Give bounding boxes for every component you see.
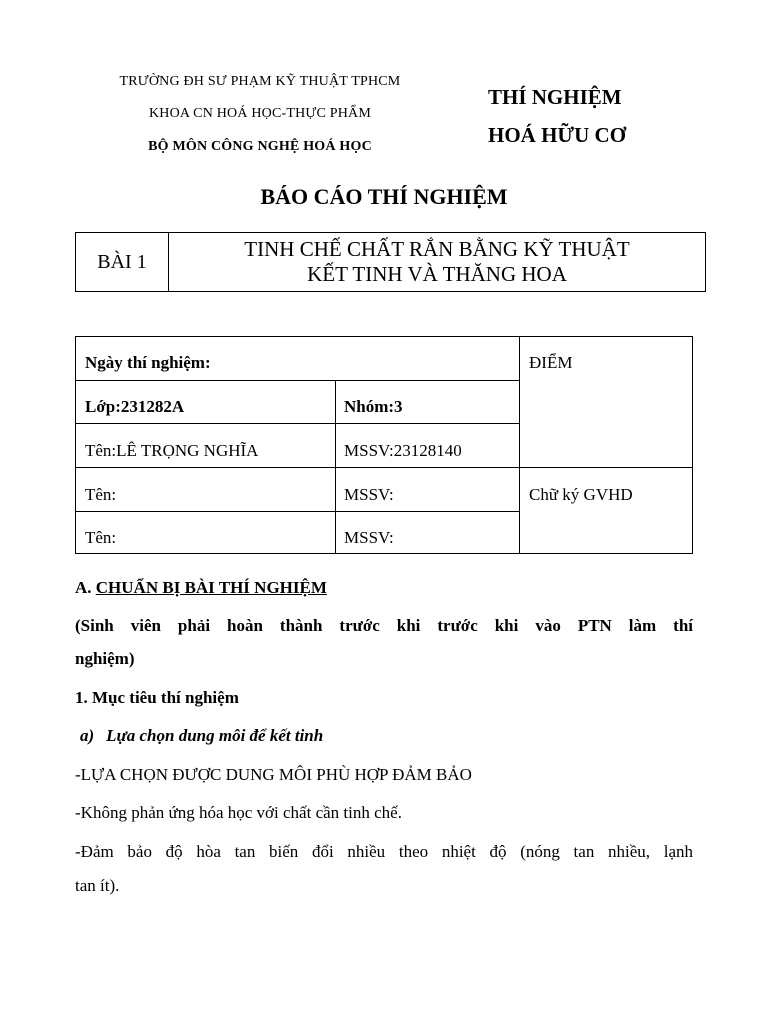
faculty-name: KHOA CN HOÁ HỌC-THỰC PHẨM [149,106,371,121]
department-name: BỘ MÔN CÔNG NGHỆ HOÁ HỌC [148,139,372,154]
info-table [75,336,693,554]
sub-a-marker: a) [80,726,95,745]
student-id-2: MSSV: [344,485,394,504]
section-a-title: CHUẨN BỊ BÀI THÍ NGHIỆM [95,578,327,597]
subject-line1: THÍ NGHIỆM [488,85,622,109]
objective-sub-a [80,722,698,750]
report-title: BÁO CÁO THÍ NGHIỆM [260,184,508,209]
objective-line2: -Không phản ứng hóa học với chất cần tinh chế. [75,803,402,822]
sub-a-title: Lựa chọn dung môi để kết tinh [106,726,324,745]
score-label: ĐIỂM [529,353,573,372]
student-name-2: Tên: [85,485,117,504]
student-id-1: MSSV:23128140 [344,441,462,460]
objective-line3b: tan ít). [75,876,120,895]
section-a-prefix: A. [75,578,96,597]
lesson-number: BÀI 1 [76,233,169,291]
school-name: TRƯỜNG ĐH SƯ PHẠM KỸ THUẬT TPHCM [119,74,401,89]
table-rule [335,380,336,553]
table-rule [519,337,520,553]
table-rule [76,467,692,468]
class-label: Lớp:231282A [85,397,185,416]
experiment-date-label: Ngày thí nghiệm: [85,353,211,372]
student-id-3: MSSV: [344,528,394,547]
lesson-title-line2: KẾT TINH VÀ THĂNG HOA [307,262,567,286]
subject-line2: HOÁ HỮU CƠ [488,123,627,147]
objective-line1: -LỰA CHỌN ĐƯỢC DUNG MÔI PHÙ HỢP ĐẢM BẢO [75,765,472,784]
table-rule [76,511,519,512]
section-a-note-line2: nghiệm) [75,649,135,668]
objective-line3a: -Đảm bảo độ hòa tan biến đổi nhiều theo nhiệt độ (nóng tan nhiều, lạnh [75,842,693,861]
lesson-table [75,232,706,292]
student-name-1: Tên:LÊ TRỌNG NGHĨA [85,441,259,460]
section-a-note-line1: (Sinh viên phải hoàn thành trước khi trước khi vào PTN làm thí [75,616,693,635]
student-name-3: Tên: [85,528,117,547]
section-a-heading [75,574,693,602]
lesson-title-line1: TINH CHẾ CHẤT RẮN BẰNG KỸ THUẬT [244,237,630,261]
instructor-signature-label: Chữ ký GVHD [529,485,633,504]
objective-heading: 1. Mục tiêu thí nghiệm [75,688,239,707]
table-rule [76,423,519,424]
lesson-title [169,233,705,291]
group-label: Nhóm:3 [344,397,403,416]
table-rule [76,380,519,381]
